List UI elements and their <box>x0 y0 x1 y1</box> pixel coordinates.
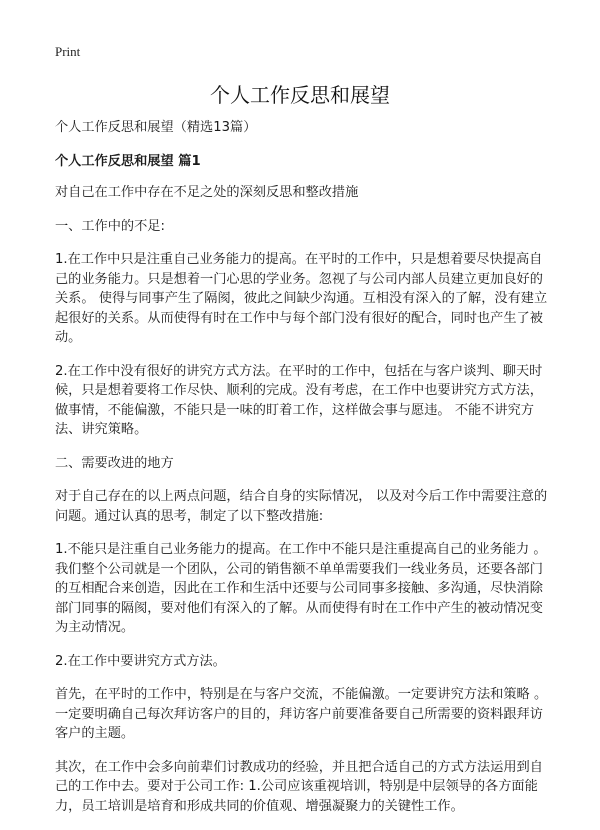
paragraph-improvement-2: 2.在工作中要讲究方式方法。 <box>55 653 226 669</box>
section-heading: 个人工作反思和展望 篇1 <box>55 153 201 169</box>
paragraph-intro: 对自己在工作中存在不足之处的深刻反思和整改措施 <box>55 185 359 200</box>
paragraph-first: 首先，在平时的工作中，特别是在与客户交流，不能偏激。一定要讲究方法和策略 。一定要明确自己每次拜访客户的目的，拜访客户前要准备要自己所需要的资料跟拜访客户的主题。 <box>55 687 548 741</box>
document-body <box>55 118 549 830</box>
paragraph-second: 其次，在工作中会多向前辈们讨教成功的经验，并且把合适自己的方式方法运用到自己的工作中去。要对于公司工作: 1.公司应该重视培训，特别是中层领导的各方面能力，员工培训是培育和形成共同的价值观、增强凝聚力的关键性工作。 <box>55 759 543 814</box>
heading-shortcomings: 一、工作中的不足: <box>55 218 165 234</box>
paragraph-improvements-intro: 对于自己存在的以上两点问题，结合自身的实际情况， 以及对今后工作中需要注意的问题。通过认真的思考，制定了以下整改措施: <box>55 489 548 524</box>
paragraph-shortcoming-1: 1.在工作中只是注重自己业务能力的提高。在平时的工作中，只是想着要尽快提高自己的业务能力。只是想着一门心思的学业务。忽视了与公司内部人员建立更加良好的关系。 使得与同事产生了隔阂，彼此之间缺少沟通。互相没有深入的了解，没有建立起很好的关系。从而使得有时在工作中与每个部门没有很好的配合，同时也产生了被动。 <box>55 252 548 345</box>
print-label: Print <box>55 44 81 59</box>
paragraph-shortcoming-2: 2.在工作中没有很好的讲究方式方法。在平时的工作中，包括在与客户谈判、聊天时候，只是想着要将工作尽快、顺利的完成。没有考虑，在工作中也要讲究方式方法，做事情，不能偏激，不能只是一味的盯着工作，这样做会事与愿违。 不能不讲究方法、讲究策略。 <box>55 363 543 437</box>
document-title: 个人工作反思和展望 <box>210 83 390 107</box>
paragraph-improvement-1: 1.不能只是注重自己业务能力的提高。在工作中不能只是注重提高自己的业务能力 。我们整个公司就是一个团队，公司的销售额不单单需要我们一线业务员，还要各部门的互相配合来创造，因此在工作和生活中还要与公司同事多接触、多沟通，尽快消除部门同事的隔阂，要对他们有深入的了解。从而使得有时在工作中产生的被动情况变为主动情况。 <box>55 542 547 635</box>
heading-improvements: 二、需要改进的地方 <box>55 455 174 471</box>
document-subtitle: 个人工作反思和展望（精选13篇） <box>55 120 257 135</box>
